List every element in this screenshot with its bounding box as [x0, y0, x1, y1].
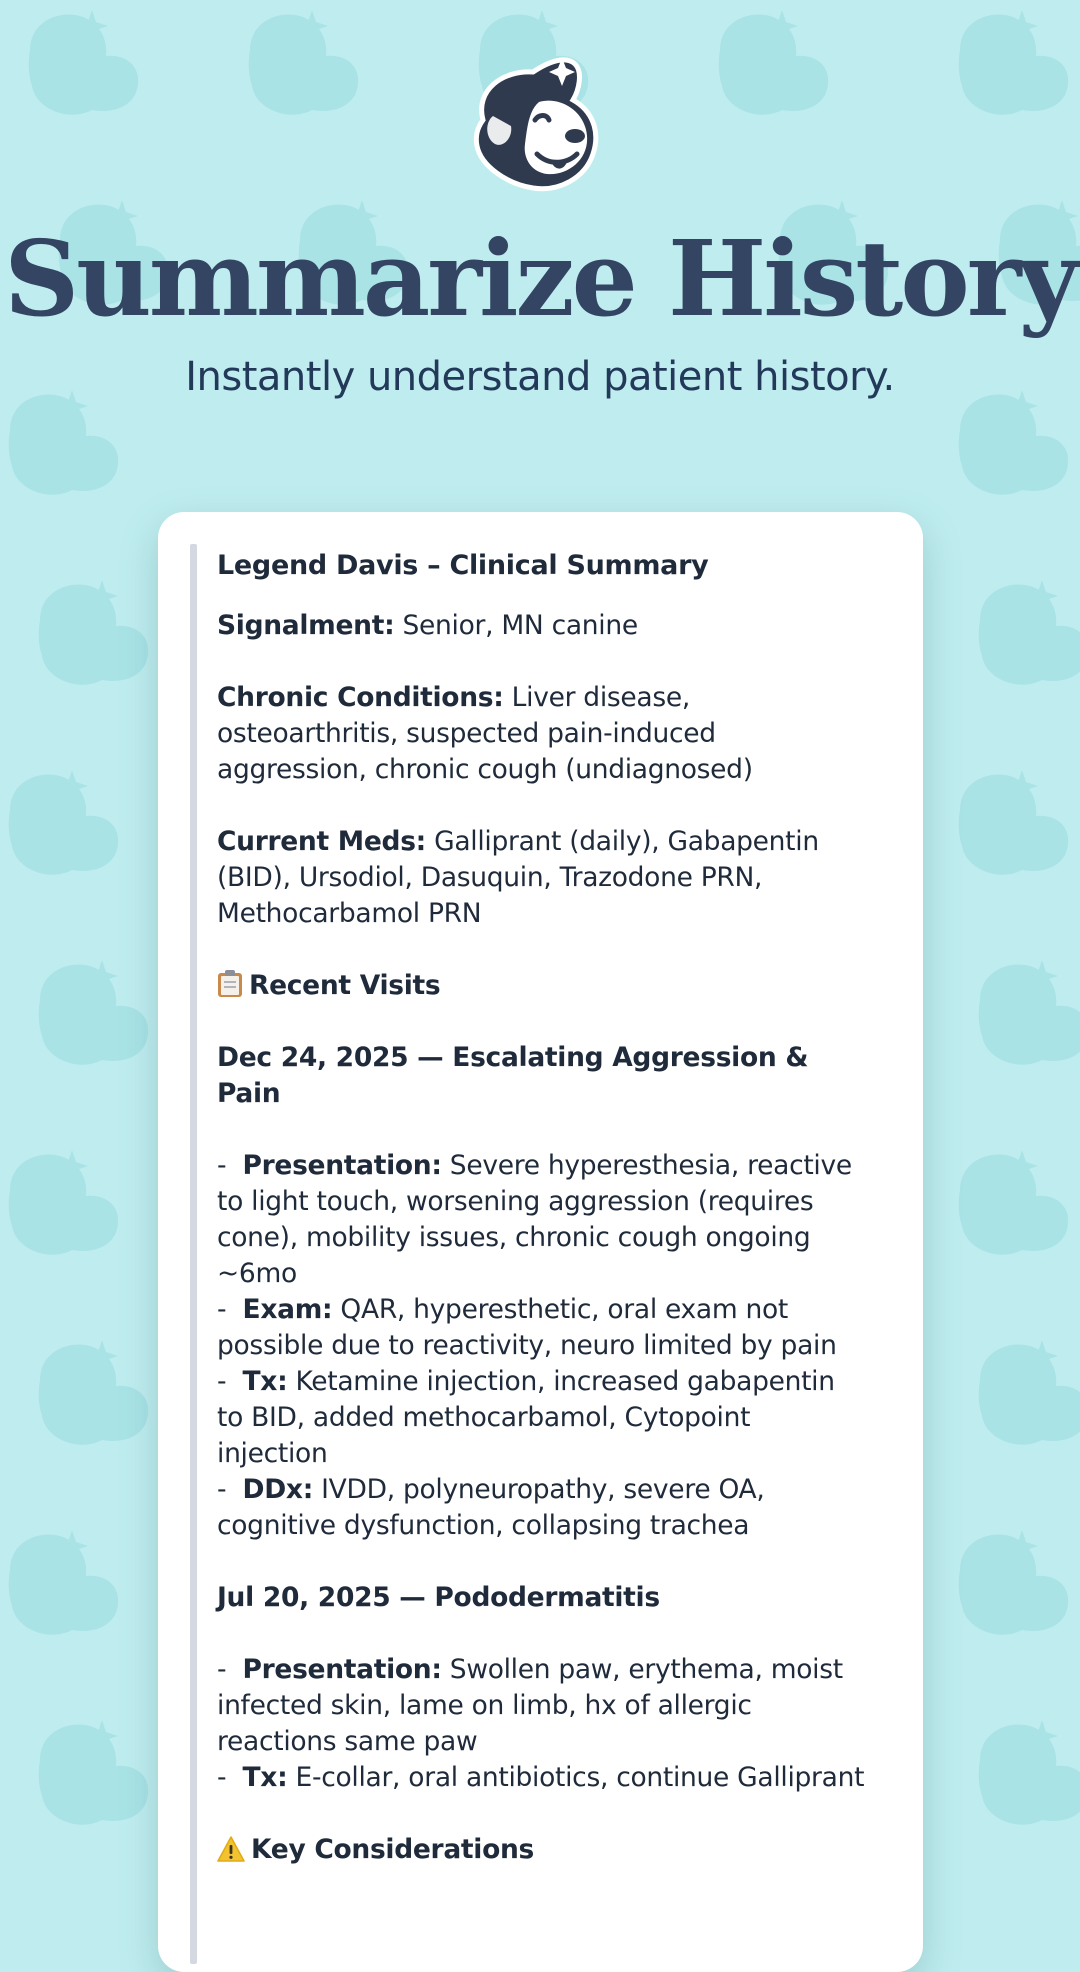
- meds-label: Current Meds:: [217, 826, 426, 857]
- summary-heading: Legend Davis – Clinical Summary: [217, 550, 709, 581]
- current-meds: [217, 824, 867, 932]
- visit-item: - Presentation: Swollen paw, erythema, moist infected skin, lame on limb, hx of allergic reactions same paw: [217, 1654, 843, 1757]
- visit-item: - Exam: QAR, hyperesthetic, oral exam not possible due to reactivity, neuro limited by pain: [217, 1294, 837, 1361]
- summary-content: [217, 548, 867, 1868]
- visit-item: - Presentation: Severe hyperesthesia, reactive to light touch, worsening aggression (requires cone), mobility issues, chronic cough ongoing ~6mo: [217, 1150, 852, 1289]
- dog-mascot-icon: [463, 50, 613, 200]
- signalment: [217, 608, 867, 644]
- page-subtitle: Instantly understand patient history.: [185, 354, 895, 400]
- clipboard-icon: [217, 970, 243, 998]
- signalment-value: Senior, MN canine: [394, 610, 638, 641]
- meds-value: Galliprant (daily), Gabapentin (BID), Ursodiol, Dasuquin, Trazodone PRN, Methocarbamol PRN: [217, 826, 819, 929]
- page-title: Summarize History: [4, 217, 1076, 340]
- card-accent-rule: [190, 544, 197, 1964]
- recent-visits-heading: Recent Visits: [217, 968, 867, 1004]
- visit-heading: Jul 20, 2025 — Pododermatitis: [217, 1582, 660, 1613]
- chronic-label: Chronic Conditions:: [217, 682, 504, 713]
- visit-item: - Tx: E-collar, oral antibiotics, continue Galliprant: [217, 1762, 865, 1793]
- clinical-summary-card: [158, 512, 923, 1972]
- visit-heading: Dec 24, 2025 — Escalating Aggression & Pain: [217, 1042, 809, 1109]
- warning-icon: [217, 1836, 245, 1862]
- chronic-value: Liver disease, osteoarthritis, suspected pain-induced aggression, chronic cough (undiagnosed): [217, 682, 753, 785]
- visit-item: - Tx: Ketamine injection, increased gabapentin to BID, added methocarbamol, Cytopoint injection: [217, 1366, 835, 1469]
- chronic-conditions: [217, 680, 867, 788]
- visit-item: - DDx: IVDD, polyneuropathy, severe OA, cognitive dysfunction, collapsing trachea: [217, 1474, 765, 1541]
- key-considerations-heading: Key Considerations: [217, 1832, 867, 1868]
- signalment-label: Signalment:: [217, 610, 395, 641]
